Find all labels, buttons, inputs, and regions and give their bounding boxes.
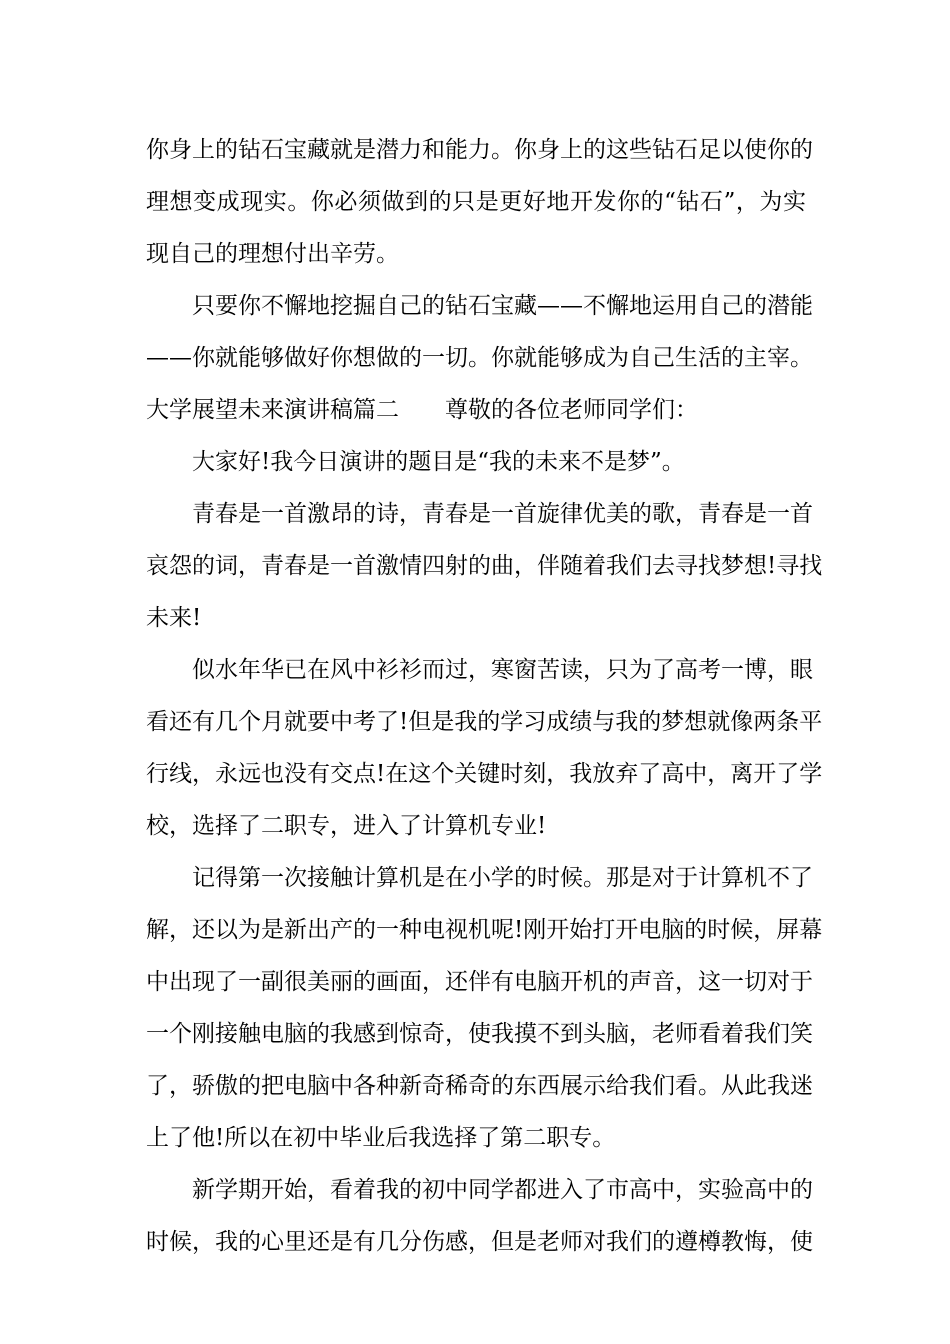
paragraph-line: 现自己的理想付出辛劳。 — [146, 241, 399, 267]
paragraph-line: 新学期开始，看着我的初中同学都进入了市高中，实验高中的 — [192, 1177, 813, 1203]
paragraph-line: 时候，我的心里还是有几分伤感，但是老师对我们的遵樽教悔，使 — [146, 1229, 813, 1255]
paragraph-line: 大家好!我今日演讲的题目是“我的未来不是梦”。 — [192, 449, 685, 475]
salutation: 尊敬的各位老师同学们： — [445, 397, 698, 423]
paragraph-line: 似水年华已在风中衫衫而过，寒窗苦读，只为了高考一博，眼 — [192, 657, 813, 683]
paragraph-line: 上了他!所以在初中毕业后我选择了第二职专。 — [146, 1125, 616, 1151]
section-heading-line — [146, 384, 806, 436]
paragraph-line: 记得第一次接触计算机是在小学的时候。那是对于计算机不了 — [192, 865, 813, 891]
paragraph-line: 理想变成现实。你必须做到的只是更好地开发你的“钻石”，为实 — [146, 189, 806, 215]
paragraph-line: 一个刚接触电脑的我感到惊奇，使我摸不到头脑，老师看着我们笑 — [146, 1021, 813, 1047]
paragraph-line: 哀怨的词，青春是一首激情四射的曲，伴随着我们去寻找梦想!寻找 — [146, 553, 823, 579]
paragraph-line: ——你就能够做好你想做的一切。你就能够成为自己生活的主宰。 — [146, 345, 813, 371]
section-heading: 大学展望未来演讲稿篇二 — [146, 397, 399, 423]
paragraph-line: 中出现了一副很美丽的画面，还伴有电脑开机的声音，这一切对于 — [146, 969, 813, 995]
paragraph-line: 未来! — [146, 605, 202, 631]
paragraph-line: 了，骄傲的把电脑中各种新奇稀奇的东西展示给我们看。从此我迷 — [146, 1073, 813, 1099]
document-body — [146, 124, 823, 1268]
paragraph-line: 校，选择了二职专，进入了计算机专业! — [146, 813, 547, 839]
paragraph-line: 行线，永远也没有交点!在这个关键时刻，我放弃了高中，离开了学 — [146, 761, 823, 787]
paragraph-line: 你身上的钻石宝藏就是潜力和能力。你身上的这些钻石足以使你的 — [146, 137, 813, 163]
paragraph-line: 看还有几个月就要中考了!但是我的学习成绩与我的梦想就像两条平 — [146, 709, 823, 735]
paragraph-line: 青春是一首激昂的诗，青春是一首旋律优美的歌，青春是一首 — [192, 501, 813, 527]
paragraph-line: 只要你不懈地挖掘自己的钻石宝藏——不懈地运用自己的潜能 — [192, 293, 813, 319]
paragraph-line: 解，还以为是新出产的一种电视机呢!刚开始打开电脑的时候，屏幕 — [146, 917, 823, 943]
